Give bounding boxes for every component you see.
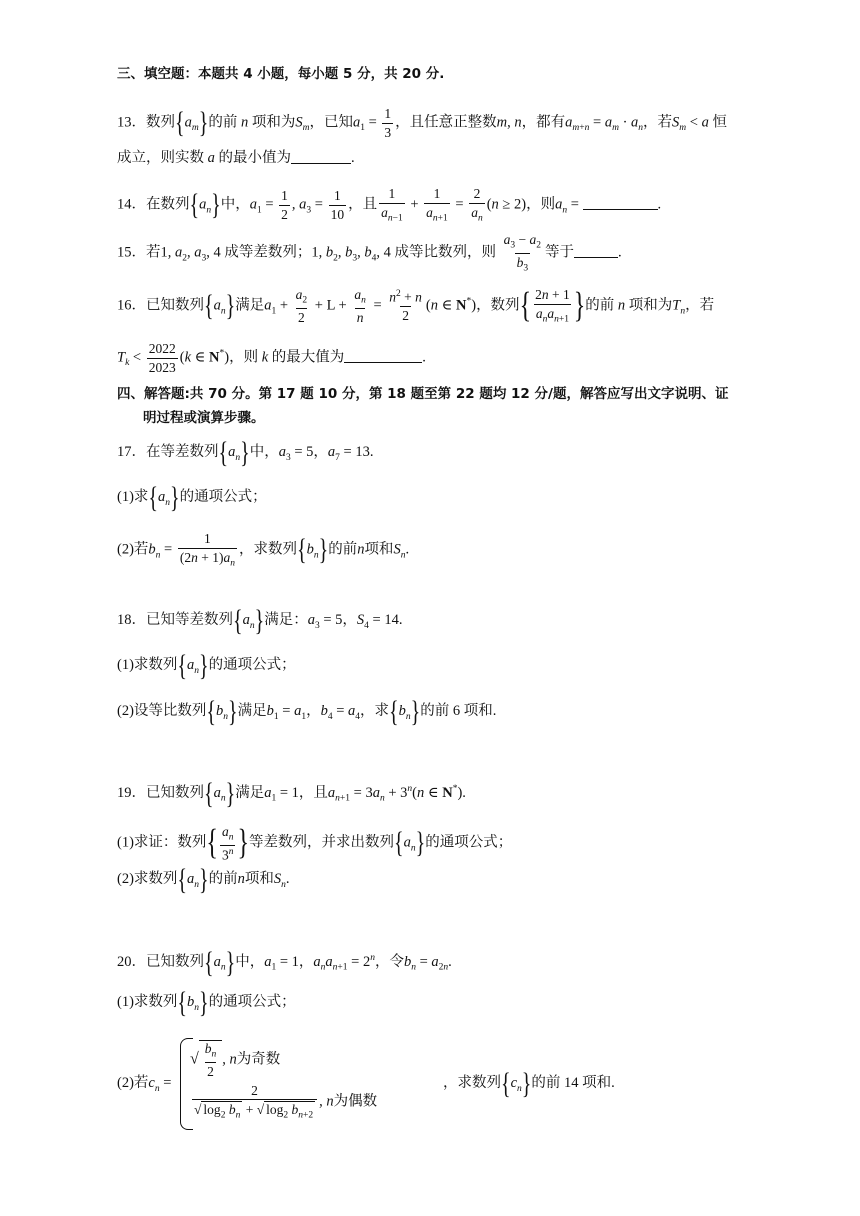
answer-blank-14[interactable] bbox=[583, 195, 658, 210]
question-20-part-1: (1)求数列$\{b_n\}$的通项公式； bbox=[117, 986, 296, 1020]
question-13: 13．数列$\{a_m\}$的前 n 项和为$S_m$，已知$a_1$ = $\frac{1}{3}$ ，且任意正整数m, n，都有$a_{m+n} = a_m \cdot a_n$，若$S_m < a$ 恒 bbox=[117, 106, 727, 140]
question-16-line-2: $T_k$ < $\frac{2022}{2023}$ (k ∈ N*)，则 k 的最大值为 . bbox=[117, 341, 426, 375]
question-17: 17．在等差数列$\{a_n\}$中，$a_3 = 5$，$a_7 = 13$. bbox=[117, 436, 374, 470]
question-18-part-1: (1)求数列$\{a_n\}$的通项公式； bbox=[117, 649, 296, 683]
question-20: 20．已知数列$\{a_n\}$中，$a_1 = 1$，$a_na_{n+1} = 2^n$，令$b_n = a_{2n}$. bbox=[117, 946, 452, 979]
answer-blank-16[interactable] bbox=[344, 348, 422, 363]
piecewise-even-case: $\frac{2}{√ \log_2 b_n + √ \log_2 b_{n+2}}$ , n为偶数 bbox=[194, 1083, 378, 1121]
question-18-part-2: (2)设等比数列$\{b_n\}$满足$b_1 = a_1$，$b_4 = a_4$，求$\{b_n\}$的前 6 项和. bbox=[117, 695, 497, 729]
question-13-line-2: 成立，则实数 a 的最小值为 . bbox=[117, 150, 355, 166]
question-19: 19．已知数列$\{a_n\}$满足$a_1 = 1$，且$a_{n+1} = 3a_n + 3^n(n$ ∈ N*). bbox=[117, 777, 466, 810]
piecewise-odd-case: √ $\frac{b_n}{2}$ , n为奇数 bbox=[190, 1041, 281, 1079]
question-15: 15．若1, $a_2$, $a_3$, 4 成等差数列；1, $b_2$, $b_3$, $b_4$, 4 成等比数列，则 $\frac{a_3 - a_2}{b_3}$ 等于 . bbox=[117, 232, 622, 274]
section-4-title-line-2: 明过程或演算步骤。 bbox=[143, 410, 265, 426]
question-14: 14．在数列$\{a_n\}$中，$a_1$ = $\frac{1}{2}$ , $a_3$ = $\frac{1}{10}$ ，且 $\frac{1}{a_{n-1}}$ + $\frac{1}{a_{n+1}}$ = $\frac{2}{a_n}$ (n ≥ 2)，则$a_n$ = . bbox=[117, 186, 662, 224]
question-19-part-1: (1)求证：数列{ $\frac{a_n}{3^n}$ }等差数列，并求出数列$\{a_n\}$的通项公式； bbox=[117, 823, 513, 863]
question-20-part-2-tail: ，求数列$\{c_n\}$的前 14 项和. bbox=[443, 1067, 615, 1101]
question-16: 16．已知数列$\{a_n\}$满足$a_1$ + $\frac{a_2}{2}$ + L + $\frac{a_n}{n}$ = $\frac{n^2 + n}{2}$ (n ∈ N*)，数列{ $\frac{2n + 1}{a_na_{n+1}}$ }的前 n 项和为$T_n$，若 bbox=[117, 286, 715, 326]
section-4-title: 四、解答题:共 70 分。第 17 题 10 分，第 18 题至第 22 题均 12 分/题，解答应写出文字说明、证 bbox=[117, 386, 729, 402]
section-3-title: 三、填空题：本题共 4 小题，每小题 5 分，共 20 分. bbox=[117, 66, 445, 82]
answer-blank-13[interactable] bbox=[291, 149, 351, 164]
answer-blank-15[interactable] bbox=[574, 243, 618, 258]
question-20-part-2-lead: (2)若$c_n$ = bbox=[117, 1075, 172, 1094]
question-18: 18．已知等差数列$\{a_n\}$满足：$a_3 = 5$，$S_4 = 14$. bbox=[117, 604, 403, 638]
question-17-part-1: (1)求$\{a_n\}$的通项公式； bbox=[117, 481, 267, 515]
question-19-part-2: (2)求数列$\{a_n\}$的前n项和$S_n$. bbox=[117, 863, 290, 897]
question-17-part-2: (2)若$b_n$ = $\frac{1}{(2n + 1)a_n}$ ，求数列$\{b_n\}$的前n项和$S_n$. bbox=[117, 531, 410, 569]
